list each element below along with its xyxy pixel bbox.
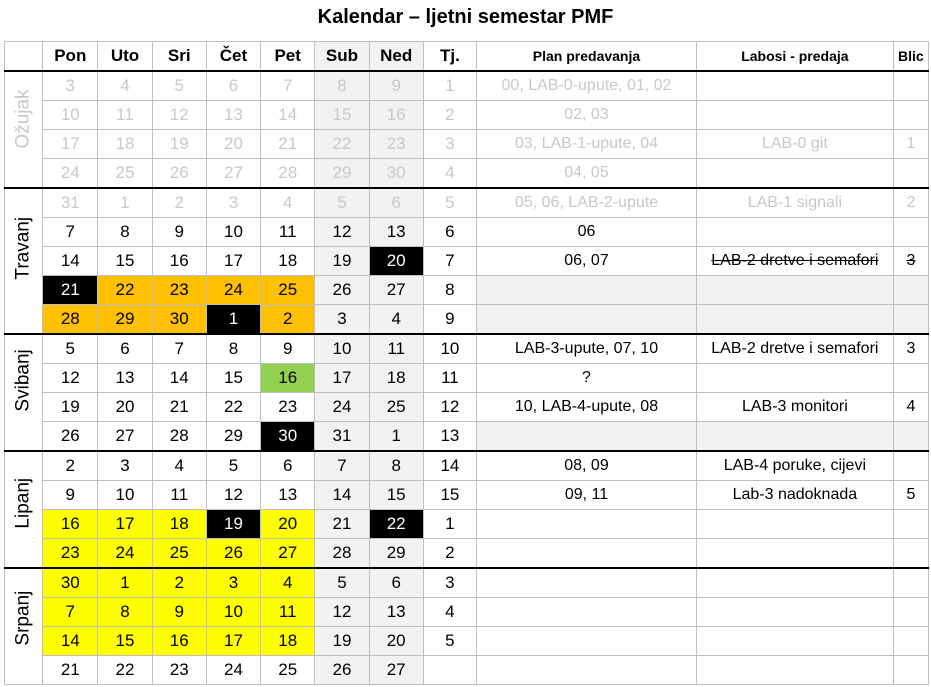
week-row — [5, 276, 929, 305]
day-cell-pet: 6 — [261, 451, 315, 481]
day-cell-sri: 26 — [152, 159, 206, 189]
week-row — [5, 159, 929, 189]
day-cell-sub: 15 — [315, 101, 369, 130]
day-cell-pet: 28 — [261, 159, 315, 189]
month-label: Srpanj — [12, 590, 34, 646]
header-plan: Plan predavanja — [477, 42, 697, 72]
day-cell-sub: 29 — [315, 159, 369, 189]
plan-cell: 04, 05 — [477, 159, 697, 189]
day-cell-pet: 25 — [261, 276, 315, 305]
plan-cell: 02, 03 — [477, 101, 697, 130]
day-cell-sri: 16 — [152, 247, 206, 276]
week-number: 14 — [423, 451, 476, 481]
month-label-cell — [5, 568, 43, 685]
plan-cell — [477, 539, 697, 569]
day-cell-cet: 3 — [206, 188, 260, 218]
lab-cell — [696, 568, 893, 598]
blic-cell — [893, 451, 928, 481]
week-row — [5, 568, 929, 598]
lab-cell — [696, 510, 893, 539]
day-cell-ned: 4 — [369, 305, 423, 335]
header-row — [5, 42, 929, 72]
day-cell-cet: 10 — [206, 598, 260, 627]
day-cell-cet: 24 — [206, 276, 260, 305]
month-label: Lipanj — [12, 477, 34, 529]
blic-cell — [893, 656, 928, 685]
plan-cell: LAB-3-upute, 07, 10 — [477, 334, 697, 364]
week-number: 1 — [423, 71, 476, 101]
day-cell-uto: 20 — [98, 393, 152, 422]
day-cell-uto: 18 — [98, 130, 152, 159]
day-cell-sub: 8 — [315, 71, 369, 101]
week-number: 11 — [423, 364, 476, 393]
day-cell-cet: 6 — [206, 71, 260, 101]
blic-cell — [893, 568, 928, 598]
lab-cell — [696, 598, 893, 627]
blic-cell — [893, 218, 928, 247]
day-cell-ned: 29 — [369, 539, 423, 569]
week-row — [5, 188, 929, 218]
lab-cell — [696, 71, 893, 101]
day-cell-sub: 31 — [315, 422, 369, 452]
day-cell-cet: 20 — [206, 130, 260, 159]
day-cell-cet: 12 — [206, 481, 260, 510]
week-row — [5, 247, 929, 276]
day-cell-cet: 17 — [206, 247, 260, 276]
day-cell-sub: 17 — [315, 364, 369, 393]
day-cell-sub: 26 — [315, 656, 369, 685]
day-cell-pet: 25 — [261, 656, 315, 685]
day-cell-cet: 26 — [206, 539, 260, 569]
day-cell-uto: 25 — [98, 159, 152, 189]
week-number: 3 — [423, 568, 476, 598]
header-uto: Uto — [98, 42, 152, 72]
day-cell-pon: 7 — [43, 598, 98, 627]
day-cell-uto: 24 — [98, 539, 152, 569]
week-number: 4 — [423, 598, 476, 627]
day-cell-pon: 7 — [43, 218, 98, 247]
day-cell-pon: 16 — [43, 510, 98, 539]
week-number: 13 — [423, 422, 476, 452]
day-cell-pet: 13 — [261, 481, 315, 510]
day-cell-sri: 9 — [152, 218, 206, 247]
day-cell-pon: 21 — [43, 656, 98, 685]
day-cell-sub: 3 — [315, 305, 369, 335]
lab-cell — [696, 218, 893, 247]
day-cell-cet: 3 — [206, 568, 260, 598]
lab-cell: LAB-2 dretve i semafori — [696, 334, 893, 364]
day-cell-sri: 23 — [152, 656, 206, 685]
day-cell-pet: 16 — [261, 364, 315, 393]
day-cell-uto: 15 — [98, 247, 152, 276]
day-cell-pon: 28 — [43, 305, 98, 335]
week-row — [5, 218, 929, 247]
lab-cell — [696, 276, 893, 305]
week-row — [5, 656, 929, 685]
month-label-cell — [5, 188, 43, 334]
day-cell-sri: 25 — [152, 539, 206, 569]
week-number: 15 — [423, 481, 476, 510]
plan-cell: 09, 11 — [477, 481, 697, 510]
day-cell-cet: 24 — [206, 656, 260, 685]
plan-cell — [477, 305, 697, 335]
plan-cell — [477, 422, 697, 452]
month-label-cell — [5, 451, 43, 568]
day-cell-cet: 10 — [206, 218, 260, 247]
week-row — [5, 130, 929, 159]
day-cell-uto: 13 — [98, 364, 152, 393]
day-cell-sri: 21 — [152, 393, 206, 422]
blic-cell — [893, 71, 928, 101]
plan-cell — [477, 656, 697, 685]
day-cell-ned: 16 — [369, 101, 423, 130]
day-cell-pon: 17 — [43, 130, 98, 159]
day-cell-cet: 22 — [206, 393, 260, 422]
day-cell-sub: 19 — [315, 247, 369, 276]
week-row — [5, 71, 929, 101]
calendar-table — [4, 41, 929, 685]
day-cell-sub: 21 — [315, 510, 369, 539]
month-label-cell — [5, 71, 43, 188]
day-cell-pon: 31 — [43, 188, 98, 218]
week-row — [5, 334, 929, 364]
week-row — [5, 451, 929, 481]
day-cell-ned: 6 — [369, 188, 423, 218]
day-cell-pet: 30 — [261, 422, 315, 452]
day-cell-cet: 15 — [206, 364, 260, 393]
day-cell-pet: 14 — [261, 101, 315, 130]
week-number: 5 — [423, 188, 476, 218]
day-cell-sub: 28 — [315, 539, 369, 569]
day-cell-ned: 25 — [369, 393, 423, 422]
plan-cell: 03, LAB-1-upute, 04 — [477, 130, 697, 159]
header-labs: Labosi - predaja — [696, 42, 893, 72]
header-cet: Čet — [206, 42, 260, 72]
day-cell-pet: 23 — [261, 393, 315, 422]
day-cell-pon: 12 — [43, 364, 98, 393]
week-number: 5 — [423, 627, 476, 656]
week-number: 4 — [423, 159, 476, 189]
week-number: 9 — [423, 305, 476, 335]
blic-cell — [893, 305, 928, 335]
lab-cell: LAB-3 monitori — [696, 393, 893, 422]
day-cell-pon: 14 — [43, 247, 98, 276]
lab-cell: LAB-0 git — [696, 130, 893, 159]
lab-cell: LAB-2 dretve i semafori — [696, 247, 893, 276]
day-cell-sub: 10 — [315, 334, 369, 364]
week-number: 2 — [423, 101, 476, 130]
header-blic: Blic — [893, 42, 928, 72]
blic-cell — [893, 276, 928, 305]
day-cell-pet: 21 — [261, 130, 315, 159]
day-cell-sub: 7 — [315, 451, 369, 481]
plan-cell: ? — [477, 364, 697, 393]
day-cell-sri: 23 — [152, 276, 206, 305]
day-cell-uto: 6 — [98, 334, 152, 364]
blic-cell: 1 — [893, 130, 928, 159]
day-cell-sub: 26 — [315, 276, 369, 305]
day-cell-uto: 27 — [98, 422, 152, 452]
day-cell-ned: 13 — [369, 218, 423, 247]
week-row — [5, 598, 929, 627]
lab-cell — [696, 305, 893, 335]
day-cell-sub: 12 — [315, 218, 369, 247]
day-cell-sri: 18 — [152, 510, 206, 539]
week-row — [5, 393, 929, 422]
day-cell-pet: 2 — [261, 305, 315, 335]
day-cell-sri: 4 — [152, 451, 206, 481]
month-label: Travanj — [12, 216, 34, 280]
day-cell-ned: 6 — [369, 568, 423, 598]
day-cell-pet: 18 — [261, 627, 315, 656]
week-number: 12 — [423, 393, 476, 422]
day-cell-pet: 7 — [261, 71, 315, 101]
day-cell-sri: 14 — [152, 364, 206, 393]
day-cell-sri: 7 — [152, 334, 206, 364]
week-row — [5, 481, 929, 510]
header-sub: Sub — [315, 42, 369, 72]
day-cell-sub: 24 — [315, 393, 369, 422]
day-cell-sri: 2 — [152, 188, 206, 218]
plan-cell: 06, 07 — [477, 247, 697, 276]
day-cell-pon: 23 — [43, 539, 98, 569]
week-row — [5, 422, 929, 452]
week-row — [5, 510, 929, 539]
week-number — [423, 656, 476, 685]
page-title: Kalendar – ljetni semestar PMF — [317, 6, 614, 28]
day-cell-sub: 19 — [315, 627, 369, 656]
month-label: Ožujak — [12, 88, 34, 149]
day-cell-pet: 20 — [261, 510, 315, 539]
day-cell-sub: 14 — [315, 481, 369, 510]
day-cell-uto: 1 — [98, 568, 152, 598]
plan-cell — [477, 598, 697, 627]
week-number: 2 — [423, 539, 476, 569]
day-cell-pon: 24 — [43, 159, 98, 189]
plan-cell: 06 — [477, 218, 697, 247]
day-cell-pon: 10 — [43, 101, 98, 130]
blic-cell — [893, 422, 928, 452]
day-cell-pet: 11 — [261, 218, 315, 247]
day-cell-ned: 9 — [369, 71, 423, 101]
day-cell-sri: 12 — [152, 101, 206, 130]
day-cell-ned: 13 — [369, 598, 423, 627]
week-row — [5, 627, 929, 656]
blic-cell: 4 — [893, 393, 928, 422]
plan-cell — [477, 627, 697, 656]
day-cell-cet: 27 — [206, 159, 260, 189]
week-row — [5, 101, 929, 130]
day-cell-cet: 13 — [206, 101, 260, 130]
header-sri: Sri — [152, 42, 206, 72]
day-cell-cet: 8 — [206, 334, 260, 364]
day-cell-ned: 27 — [369, 276, 423, 305]
blic-cell — [893, 539, 928, 569]
day-cell-sri: 11 — [152, 481, 206, 510]
blic-cell — [893, 627, 928, 656]
day-cell-pet: 18 — [261, 247, 315, 276]
day-cell-sri: 5 — [152, 71, 206, 101]
blic-cell: 3 — [893, 247, 928, 276]
day-cell-ned: 23 — [369, 130, 423, 159]
day-cell-uto: 29 — [98, 305, 152, 335]
day-cell-sri: 16 — [152, 627, 206, 656]
day-cell-sri: 28 — [152, 422, 206, 452]
day-cell-cet: 19 — [206, 510, 260, 539]
day-cell-pet: 27 — [261, 539, 315, 569]
lab-cell: LAB-4 poruke, cijevi — [696, 451, 893, 481]
day-cell-cet: 29 — [206, 422, 260, 452]
blic-cell: 2 — [893, 188, 928, 218]
plan-cell — [477, 510, 697, 539]
day-cell-uto: 17 — [98, 510, 152, 539]
lab-cell: LAB-1 signali — [696, 188, 893, 218]
blic-cell — [893, 598, 928, 627]
day-cell-uto: 11 — [98, 101, 152, 130]
day-cell-sri: 9 — [152, 598, 206, 627]
day-cell-pet: 9 — [261, 334, 315, 364]
header-pet: Pet — [261, 42, 315, 72]
week-row — [5, 305, 929, 335]
day-cell-uto: 3 — [98, 451, 152, 481]
lab-cell — [696, 422, 893, 452]
blic-cell — [893, 101, 928, 130]
day-cell-pon: 30 — [43, 568, 98, 598]
day-cell-sub: 12 — [315, 598, 369, 627]
day-cell-pon: 14 — [43, 627, 98, 656]
day-cell-ned: 1 — [369, 422, 423, 452]
plan-cell: 05, 06, LAB-2-upute — [477, 188, 697, 218]
blic-cell — [893, 510, 928, 539]
week-number: 8 — [423, 276, 476, 305]
day-cell-uto: 10 — [98, 481, 152, 510]
blic-cell — [893, 364, 928, 393]
blic-cell: 3 — [893, 334, 928, 364]
day-cell-uto: 22 — [98, 656, 152, 685]
lab-cell — [696, 159, 893, 189]
day-cell-ned: 15 — [369, 481, 423, 510]
plan-cell: 00, LAB-0-upute, 01, 02 — [477, 71, 697, 101]
day-cell-ned: 8 — [369, 451, 423, 481]
day-cell-ned: 27 — [369, 656, 423, 685]
header-pon: Pon — [43, 42, 98, 72]
header-ned: Ned — [369, 42, 423, 72]
day-cell-pon: 3 — [43, 71, 98, 101]
lab-cell — [696, 539, 893, 569]
lab-cell — [696, 627, 893, 656]
lab-cell — [696, 101, 893, 130]
day-cell-ned: 20 — [369, 247, 423, 276]
lab-cell: Lab-3 nadoknada — [696, 481, 893, 510]
day-cell-sri: 19 — [152, 130, 206, 159]
plan-cell — [477, 568, 697, 598]
month-label-cell — [5, 334, 43, 451]
day-cell-ned: 11 — [369, 334, 423, 364]
header-week: Tj. — [423, 42, 476, 72]
day-cell-pon: 21 — [43, 276, 98, 305]
week-row — [5, 364, 929, 393]
week-row — [5, 539, 929, 569]
day-cell-ned: 30 — [369, 159, 423, 189]
day-cell-uto: 22 — [98, 276, 152, 305]
day-cell-ned: 22 — [369, 510, 423, 539]
lab-cell — [696, 364, 893, 393]
week-number: 3 — [423, 130, 476, 159]
day-cell-sub: 5 — [315, 188, 369, 218]
day-cell-sub: 22 — [315, 130, 369, 159]
calendar-body — [5, 71, 929, 685]
plan-cell — [477, 276, 697, 305]
header-corner — [5, 42, 43, 72]
day-cell-pon: 19 — [43, 393, 98, 422]
plan-cell: 10, LAB-4-upute, 08 — [477, 393, 697, 422]
week-number: 6 — [423, 218, 476, 247]
blic-cell — [893, 159, 928, 189]
day-cell-uto: 15 — [98, 627, 152, 656]
week-number: 1 — [423, 510, 476, 539]
day-cell-uto: 1 — [98, 188, 152, 218]
week-number: 10 — [423, 334, 476, 364]
lab-cell — [696, 656, 893, 685]
day-cell-pet: 4 — [261, 568, 315, 598]
day-cell-sri: 30 — [152, 305, 206, 335]
day-cell-sri: 2 — [152, 568, 206, 598]
day-cell-sub: 5 — [315, 568, 369, 598]
plan-cell: 08, 09 — [477, 451, 697, 481]
day-cell-pon: 2 — [43, 451, 98, 481]
day-cell-uto: 8 — [98, 218, 152, 247]
day-cell-cet: 17 — [206, 627, 260, 656]
day-cell-uto: 8 — [98, 598, 152, 627]
day-cell-pon: 26 — [43, 422, 98, 452]
blic-cell: 5 — [893, 481, 928, 510]
day-cell-ned: 18 — [369, 364, 423, 393]
week-number: 7 — [423, 247, 476, 276]
day-cell-cet: 5 — [206, 451, 260, 481]
month-label: Svibanj — [12, 348, 34, 412]
day-cell-cet: 1 — [206, 305, 260, 335]
day-cell-ned: 20 — [369, 627, 423, 656]
day-cell-pon: 5 — [43, 334, 98, 364]
day-cell-uto: 4 — [98, 71, 152, 101]
day-cell-pon: 9 — [43, 481, 98, 510]
day-cell-pet: 11 — [261, 598, 315, 627]
day-cell-pet: 4 — [261, 188, 315, 218]
